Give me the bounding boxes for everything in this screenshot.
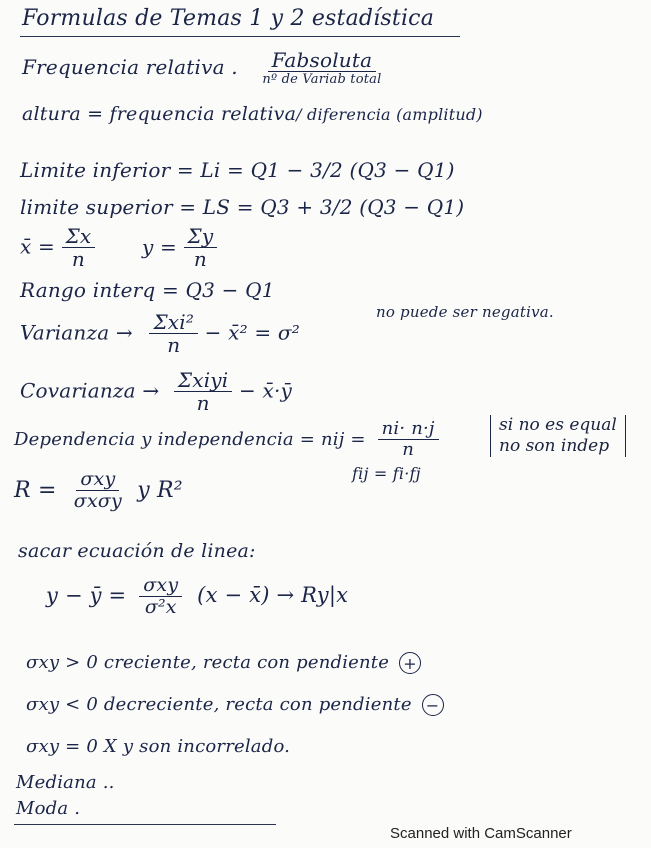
freq-relativa-label: Frequencia relativa . [22,54,238,79]
correlation-line [14,470,183,512]
varianza-label: Varianza → [20,320,133,345]
decreciente-line [26,694,444,716]
limite-superior-line: limite superior = LS = Q3 + 3/2 (Q3 − Q1) [20,195,465,219]
recta-rest: (x − x̄) → Ry|x [197,583,349,608]
xbar-fraction [62,226,96,270]
ybar-label: y = [141,234,177,259]
varianza-line [20,312,300,356]
freq-relativa-line [22,50,381,87]
dependencia-denominator: n [402,438,415,460]
page-title: Formulas de Temas 1 y 2 estadística [22,6,435,31]
camscanner-footer: Scanned with CamScanner [390,825,572,842]
freq-relativa-fraction [262,50,381,87]
regression-line [46,576,348,618]
independence-note-box [490,415,626,457]
means-line [20,226,217,270]
incorrelado-line: σxy = 0 X y son incorrelado. [26,736,291,757]
freq-relativa-denominator: nº de Variab total [262,72,382,87]
recta-numerator: σxy [139,576,182,597]
varianza-note: no puede ser negativa. [376,303,554,321]
r-numerator: σxy [76,470,119,491]
moda-underline [14,824,276,825]
altura-line [22,103,483,125]
fij-line: fij = fi·fj [352,464,421,483]
creciente-text: σxy > 0 creciente, recta con pendiente [26,652,390,673]
recta-fraction [139,576,182,618]
recta-label: y − ȳ = [46,583,127,608]
covarianza-rest: − x̄·ȳ [238,378,293,403]
plus-circle-icon: + [399,652,421,674]
xbar-denominator: n [71,247,86,271]
note-box-line-2: no son indep [499,436,610,456]
r-fraction [74,470,122,512]
covarianza-line [20,370,292,414]
freq-relativa-numerator: Fabsoluta [268,50,377,72]
altura-label: altura = frequencia relativa [22,103,297,125]
xbar-numerator: Σx [62,226,96,248]
decreciente-text: σxy < 0 decreciente, recta con pendiente [26,694,412,715]
varianza-fraction [149,312,198,356]
ybar-numerator: Σy [184,226,218,248]
minus-circle-icon: − [422,694,444,716]
sacar-ecuacion-line: sacar ecuación de linea: [18,540,256,562]
ybar-fraction [184,226,218,270]
creciente-line [26,652,421,674]
title-underline [20,36,460,37]
r-label: R = [14,477,57,503]
xbar-label: x̄ = [20,234,55,259]
varianza-rest: − x̄² = σ² [204,320,300,345]
altura-rest: / diferencia (amplitud) [296,105,483,124]
dependencia-fraction [378,420,439,460]
mediana-line: Mediana .. [16,772,115,793]
covarianza-denominator: n [196,391,210,415]
limite-inferior-line: Limite inferior = Li = Q1 − 3/2 (Q3 − Q1) [20,158,455,182]
dependencia-line [14,420,439,460]
covarianza-fraction [174,370,233,414]
note-box-line-1: si no es equal [499,415,617,435]
dependencia-label: Dependencia y independencia = nij = [14,428,366,450]
ybar-denominator: n [193,247,207,271]
rango-interq-line: Rango interq = Q3 − Q1 [20,278,275,302]
varianza-denominator: n [167,333,181,357]
r-denominator: σxσy [73,489,122,512]
recta-denominator: σ²x [144,595,177,618]
covarianza-numerator: Σxiyi [174,370,233,392]
dependencia-numerator: ni· n·j [378,420,439,440]
covarianza-label: Covarianza → [20,378,160,403]
varianza-numerator: Σxi² [149,312,198,334]
r-rest: y R² [137,477,183,503]
moda-line: Moda . [16,798,81,819]
